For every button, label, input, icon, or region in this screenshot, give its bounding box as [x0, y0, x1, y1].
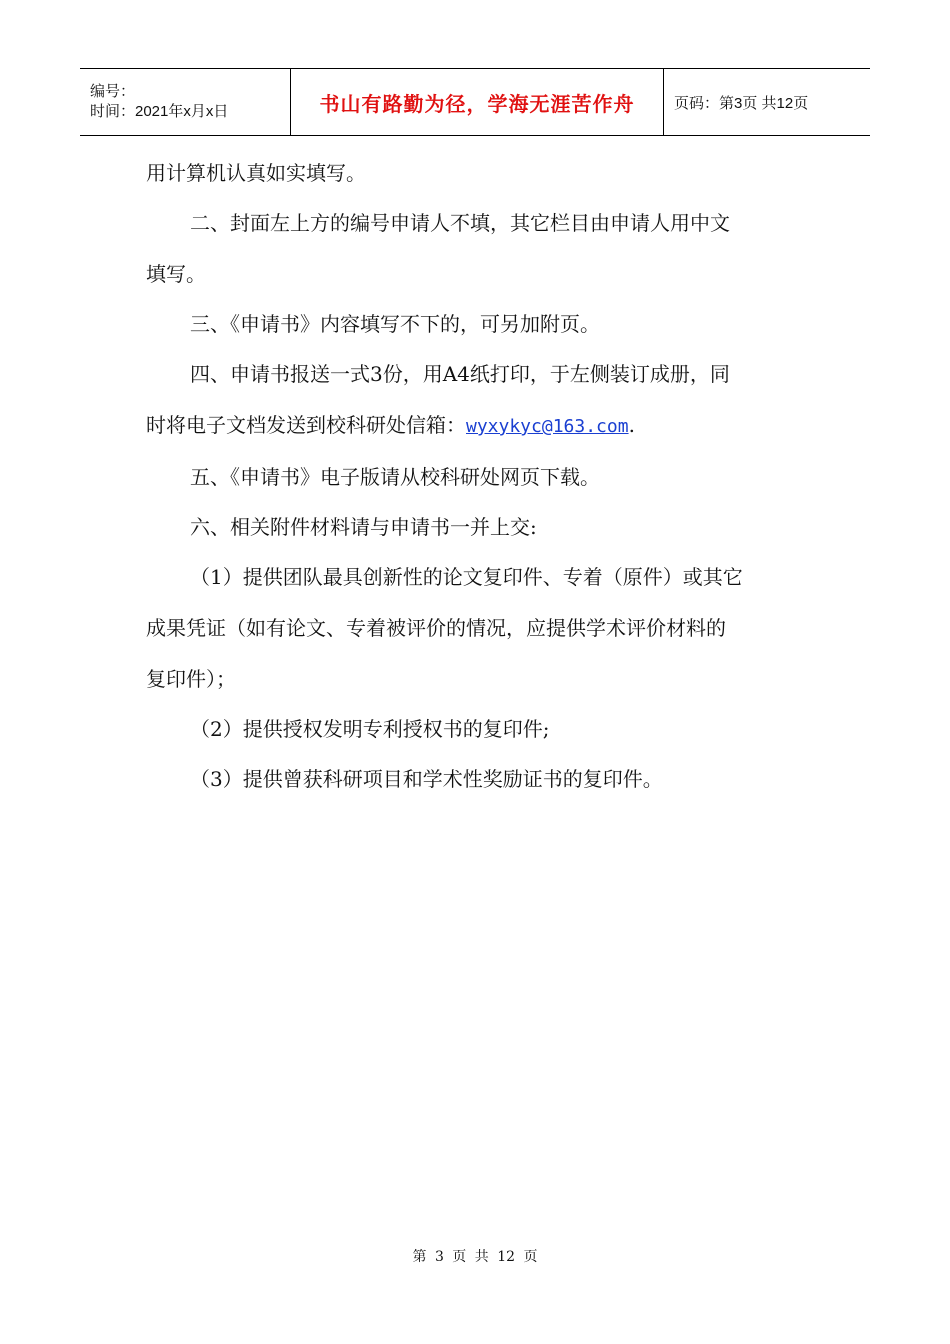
item-5: 五、《申请书》电子版请从校科研处网页下载。	[190, 465, 600, 489]
item-4-line-2	[146, 412, 811, 440]
time-label: 时间：2021年x月x日	[90, 103, 229, 120]
sub-item-1-line-2: 成果凭证（如有论文、专着被评价的情况，应提供学术评价材料的	[146, 616, 726, 640]
number-label: 编号：	[90, 83, 136, 100]
item-2-line-1: 二、封面左上方的编号申请人不填，其它栏目由申请人用中文	[190, 211, 730, 235]
sub-item-1-line-3: 复印件）；	[146, 667, 236, 691]
sub-item-2: （2）提供授权发明专利授权书的复印件;	[190, 717, 550, 741]
item-6: 六、相关附件材料请与申请书一并上交:	[190, 515, 537, 539]
sub-item-3: （3）提供曾获科研项目和学术性奖励证书的复印件。	[190, 767, 663, 791]
page-footer: 第 3 页 共 12 页	[412, 1249, 538, 1265]
item-3: 三、《申请书》内容填写不下的，可另加附页。	[190, 312, 600, 336]
header-middle	[290, 69, 664, 135]
item-2-line-2: 填写。	[146, 262, 206, 286]
header-right	[664, 69, 808, 135]
sub-item-1-line-1: （1）提供团队最具创新性的论文复印件、专着（原件）或其它	[190, 565, 743, 589]
item-4-line-2-prefix: 时将电子文档发送到校科研处信箱：	[146, 413, 466, 437]
header-left	[80, 69, 290, 135]
page-header	[80, 68, 870, 136]
item-4-line-1: 四、申请书报送一式3份，用A4纸打印，于左侧装订成册，同	[190, 362, 730, 386]
page-info: 页码：第3页 共12页	[674, 94, 809, 112]
email-link[interactable]: wyxykyc@163.com	[466, 416, 629, 437]
item-4-line-2-suffix: .	[628, 413, 635, 437]
motto-text: 书山有路勤为径，学海无涯苦作舟	[319, 91, 635, 116]
document-body	[146, 160, 811, 792]
intro-line: 用计算机认真如实填写。	[146, 161, 366, 185]
